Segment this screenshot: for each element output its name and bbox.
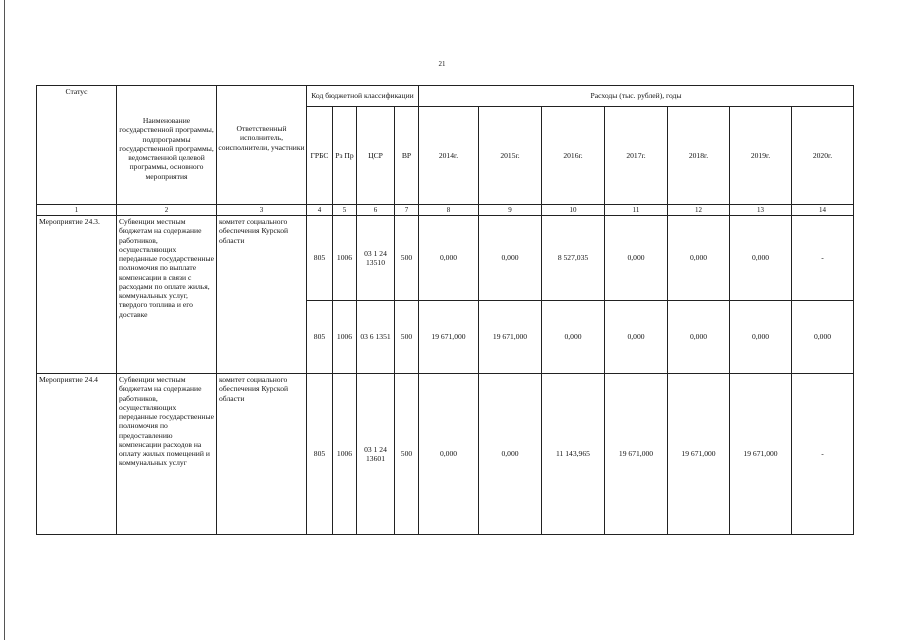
header-year-2017: 2017г. (605, 107, 668, 205)
page-left-edge (4, 0, 5, 640)
header-expenses-group: Расходы (тыс. рублей), годы (419, 86, 854, 107)
header-rzpr: Рз Пр (333, 107, 357, 205)
column-number: 13 (730, 205, 792, 216)
cell-2016: 0,000 (542, 301, 605, 374)
header-grbs: ГРБС (307, 107, 333, 205)
cell-2014: 0,000 (419, 216, 479, 301)
cell-vr: 500 (395, 216, 419, 301)
column-number: 6 (357, 205, 395, 216)
column-number: 1 (37, 205, 117, 216)
cell-rzpr: 1006 (333, 374, 357, 535)
cell-2015: 0,000 (479, 374, 542, 535)
column-number: 3 (217, 205, 307, 216)
column-number: 10 (542, 205, 605, 216)
cell-2019: 0,000 (730, 301, 792, 374)
header-vr: ВР (395, 107, 419, 205)
cell-2015: 0,000 (479, 216, 542, 301)
cell-2015: 19 671,000 (479, 301, 542, 374)
column-number: 12 (668, 205, 730, 216)
table-row (37, 374, 854, 535)
row-responsible: комитет социального обеспечения Курской области (217, 216, 307, 374)
cell-grbs: 805 (307, 301, 333, 374)
row-responsible: комитет социального обеспечения Курской области (217, 374, 307, 535)
header-year-2014: 2014г. (419, 107, 479, 205)
row-status: Мероприятие 24.4 (37, 374, 117, 535)
row-name: Субвенции местным бюджетам на содержание работников, осуществляющих переданные государственные полномочия по предоставлению компенсации расходов на оплату жилых помещений и коммунальных услуг (117, 374, 217, 535)
cell-2019: 0,000 (730, 216, 792, 301)
cell-2014: 0,000 (419, 374, 479, 535)
cell-vr: 500 (395, 374, 419, 535)
column-number-row (37, 205, 854, 216)
row-status: Мероприятие 24.3. (37, 216, 117, 374)
row-name: Субвенции местным бюджетам на содержание работников, осуществляющих переданные государственные полномочия по выплате компенсации в связи с расходами по оплате жилья, коммунальных услуг, твердого топлива и его доставке (117, 216, 217, 374)
cell-vr: 500 (395, 301, 419, 374)
column-number: 5 (333, 205, 357, 216)
header-year-2018: 2018г. (668, 107, 730, 205)
cell-csr: 03 6 1351 (357, 301, 395, 374)
header-year-2020: 2020г. (792, 107, 854, 205)
cell-2020: - (792, 216, 854, 301)
column-number: 7 (395, 205, 419, 216)
table-row (37, 216, 854, 301)
cell-2019: 19 671,000 (730, 374, 792, 535)
cell-2014: 19 671,000 (419, 301, 479, 374)
cell-2018: 0,000 (668, 216, 730, 301)
header-year-2016: 2016г. (542, 107, 605, 205)
column-number: 11 (605, 205, 668, 216)
cell-2017: 0,000 (605, 301, 668, 374)
header-kbk-group: Код бюджетной классификации (307, 86, 419, 107)
cell-2016: 8 527,035 (542, 216, 605, 301)
column-number: 14 (792, 205, 854, 216)
column-number: 8 (419, 205, 479, 216)
header-status: Статус (37, 86, 117, 205)
cell-2017: 0,000 (605, 216, 668, 301)
header-row-1 (37, 86, 854, 107)
column-number: 9 (479, 205, 542, 216)
page-number: 21 (438, 60, 446, 68)
cell-2016: 11 143,965 (542, 374, 605, 535)
header-responsible: Ответственный исполнитель, соисполнители, участники (217, 86, 307, 205)
cell-csr: 03 1 24 13601 (357, 374, 395, 535)
cell-2017: 19 671,000 (605, 374, 668, 535)
cell-rzpr: 1006 (333, 216, 357, 301)
cell-rzpr: 1006 (333, 301, 357, 374)
cell-2020: 0,000 (792, 301, 854, 374)
cell-grbs: 805 (307, 216, 333, 301)
header-name: Наименование государственной программы, подпрограммы государственной программы, ведомственной целевой программы, основного мероприятия (117, 86, 217, 205)
budget-table (36, 85, 854, 535)
cell-2018: 19 671,000 (668, 374, 730, 535)
header-csr: ЦСР (357, 107, 395, 205)
column-number: 4 (307, 205, 333, 216)
cell-2020: - (792, 374, 854, 535)
cell-grbs: 805 (307, 374, 333, 535)
header-year-2015: 2015г. (479, 107, 542, 205)
cell-2018: 0,000 (668, 301, 730, 374)
cell-csr: 03 1 24 13510 (357, 216, 395, 301)
column-number: 2 (117, 205, 217, 216)
header-year-2019: 2019г. (730, 107, 792, 205)
